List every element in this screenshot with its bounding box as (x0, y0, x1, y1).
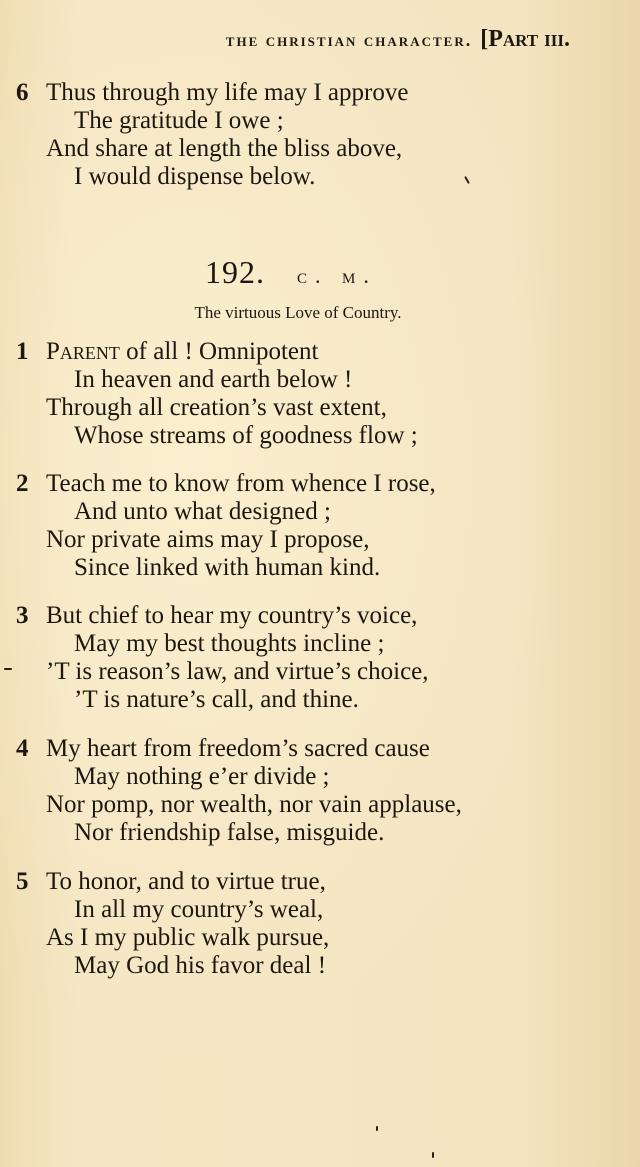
stanza-number: 1 (16, 338, 29, 365)
verse-line: Nor pomp, nor wealth, nor vain applause, (46, 791, 462, 818)
ink-speck (464, 176, 470, 184)
running-head (0, 26, 570, 53)
hymn-subtitle: The virtuous Love of Country. (194, 303, 402, 322)
ink-speck (432, 1152, 434, 1158)
hymn-heading (205, 254, 377, 291)
verse-line: As I my public walk pursue, (46, 924, 330, 951)
verse-line: ’T is reason’s law, and virtue’s choice, (46, 658, 429, 685)
verse-line: Nor friendship false, misguide. (74, 819, 385, 846)
ink-speck (4, 668, 12, 670)
verse-line: In heaven and earth below ! (74, 366, 353, 393)
part-label: [Part iii. (480, 26, 570, 52)
verse-line: And unto what designed ; (74, 498, 331, 525)
stanza-number: 3 (16, 602, 29, 629)
verse-line: I would dispense below. (74, 163, 316, 190)
stanza-number: 2 (16, 470, 29, 497)
verse-line: The gratitude I owe ; (74, 107, 284, 134)
verse-line: Through all creation’s vast extent, (46, 394, 387, 421)
verse-line: But chief to hear my country’s voice, (46, 602, 418, 629)
verse-line: May my best thoughts incline ; (74, 630, 385, 657)
verse-line: To honor, and to virtue true, (46, 868, 326, 895)
verse-line: Whose streams of goodness flow ; (74, 422, 418, 449)
hymn-number: 192. (205, 254, 265, 290)
hymn-meter: c. m. (297, 263, 377, 288)
running-title: the christian character. (225, 30, 473, 50)
verse-line: Thus through my life may I approve (46, 79, 409, 106)
first-word: Parent (46, 338, 120, 365)
stanza-number: 6 (16, 79, 29, 106)
verse-line: My heart from freedom’s sacred cause (46, 735, 430, 762)
verse-line: Teach me to know from whence I rose, (46, 470, 436, 497)
verse-line: And share at length the bliss above, (46, 135, 403, 162)
verse-line: ’T is nature’s call, and thine. (74, 686, 359, 713)
verse-line: May God his favor deal ! (74, 952, 327, 979)
ink-speck (376, 1126, 378, 1131)
verse-line (46, 337, 318, 367)
verse-line: Nor private aims may I propose, (46, 526, 370, 553)
first-line-rest: of all ! Omnipotent (119, 338, 319, 365)
verse-line: Since linked with human kind. (74, 554, 381, 581)
stanza-number: 4 (16, 735, 29, 762)
verse-line: In all my country’s weal, (74, 896, 324, 923)
verse-line: May nothing e’er divide ; (74, 763, 330, 790)
stanza-number: 5 (16, 868, 29, 895)
